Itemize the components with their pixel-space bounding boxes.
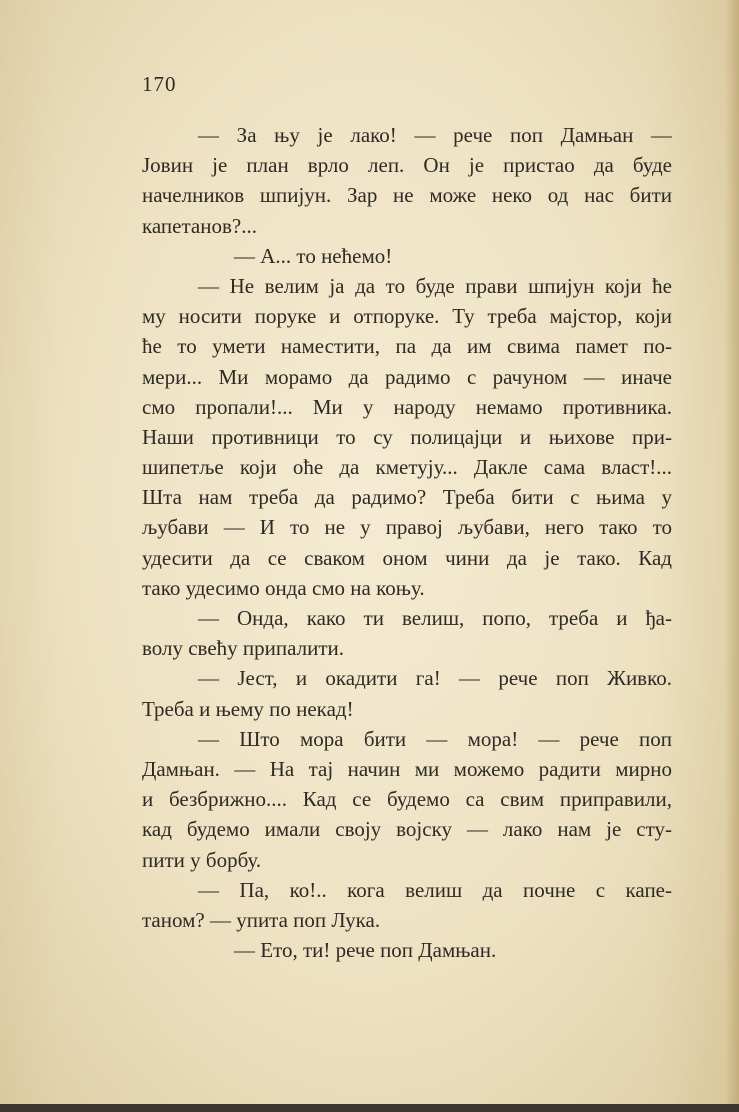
text-line: — Онда, како ти велиш, попо, треба и ђа-: [198, 606, 672, 630]
text-line: мери... Ми морамо да радимо с рачуном — иначе: [142, 364, 672, 389]
text-line: Треба и њему по некад!: [142, 696, 354, 721]
text-line: Шта нам треба да радимо? Треба бити с њима у: [142, 485, 672, 510]
text-line: удесити да се сваком оном чини да је тако. Кад: [142, 545, 672, 570]
text-line: му носити поруке и отпоруке. Ту треба мајстор, који: [142, 304, 672, 329]
text-line: — Не велим ја да то буде прави шпијун који ће: [198, 273, 672, 298]
scan-bottom-border: [0, 1104, 739, 1112]
text-line: пити у борбу.: [142, 847, 262, 872]
text-line: таном? — упита поп Лука.: [142, 907, 381, 932]
text-line: и безбрижно.... Кад се будемо са свим приправили,: [142, 787, 672, 812]
page-edge-shadow: [725, 0, 739, 1112]
page-number: 170: [142, 72, 177, 96]
text-line: смо пропали!... Ми у народу немамо противника.: [142, 394, 672, 419]
page-text-block: [142, 120, 672, 965]
text-line: начелников шпијун. Зар не може неко од нас бити: [142, 183, 672, 208]
text-line: — Па, ко!.. кога велиш да почне с капе-: [198, 877, 672, 902]
text-line: — Што мора бити — мора! — рече поп: [198, 726, 672, 751]
text-line: — За њу је лако! — рече поп Дамњан —: [198, 123, 672, 147]
text-line: љубави — И то не у правој љубави, него тако то: [142, 515, 672, 540]
text-line: кад будемо имали своју војску — лако нам је сту-: [142, 817, 672, 842]
text-line: шипетље који оће да кметују... Дакле сама власт!...: [142, 455, 672, 480]
text-line: капетанов?...: [142, 213, 257, 238]
text-line: Јовин је план врло леп. Он је пристао да буде: [142, 153, 672, 178]
text-line: ће то умети наместити, па да им свима памет по-: [142, 334, 672, 359]
text-line: тако удесимо онда смо на коњу.: [142, 575, 425, 600]
text-line: Наши противници то су полицајци и њихове при-: [142, 424, 672, 449]
text-line: — Јест, и окадити га! — рече поп Живко.: [198, 666, 672, 691]
text-line: — Ето, ти! рече поп Дамњан.: [234, 938, 497, 963]
text-line: — А... то нећемо!: [234, 243, 393, 268]
text-line: Дамњан. — На тај начин ми можемо радити мирно: [142, 756, 672, 781]
text-line: волу свећу припалити.: [142, 636, 345, 661]
